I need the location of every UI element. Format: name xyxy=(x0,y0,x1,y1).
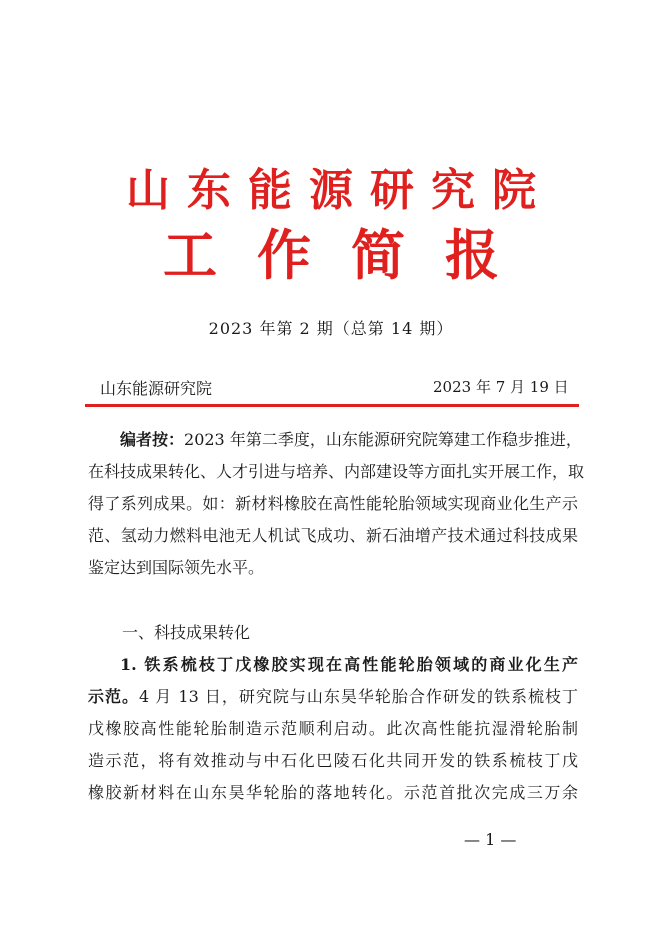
title-institute: 山东能源研究院 xyxy=(126,165,553,216)
editor-note xyxy=(88,424,585,584)
section-heading: 一、科技成果转化 xyxy=(122,623,251,642)
note-line: 编者按：2023 年第二季度，山东能源研究院筹建工作稳步推进， xyxy=(120,430,582,449)
note-line: 鉴定达到国际领先水平。 xyxy=(88,558,265,577)
issue-number: 2023 年第 2 期（总第 14 期） xyxy=(208,319,454,338)
note-label: 编者按： xyxy=(120,430,185,449)
title-bulletin: 工作简报 xyxy=(163,223,539,287)
page-number: — 1 — xyxy=(464,830,517,849)
para-line: 橡胶新材料在山东昊华轮胎的落地转化。示范首批次完成三万余 xyxy=(88,783,578,802)
note-line: 得了系列成果。如：新材料橡胶在高性能轮胎领域实现商业化生产示 xyxy=(88,494,578,513)
publisher: 山东能源研究院 xyxy=(100,379,213,398)
section-paragraph xyxy=(88,649,578,809)
item-title: 1. 铁系梳枝丁戊橡胶实现在高性能轮胎领域的商业化生产 xyxy=(120,655,578,674)
note-line: 范、氢动力燃料电池无人机试飞成功、新石油增产技术通过科技成果 xyxy=(88,526,578,545)
para-line: 示范。4 月 13 日，研究院与山东昊华轮胎合作研发的铁系梳枝丁 xyxy=(88,687,578,706)
para-line: 戊橡胶高性能轮胎制造示范顺利启动。此次高性能抗湿滑轮胎制 xyxy=(88,719,578,738)
note-line: 在科技成果转化、人才引进与培养、内部建设等方面扎实开展工作，取 xyxy=(88,462,585,481)
publish-date: 2023 年 7 月 19 日 xyxy=(433,378,569,396)
red-divider xyxy=(85,404,579,407)
para-line: 造示范，将有效推动与中石化巴陵石化共同开发的铁系梳枝丁戊 xyxy=(88,751,578,770)
